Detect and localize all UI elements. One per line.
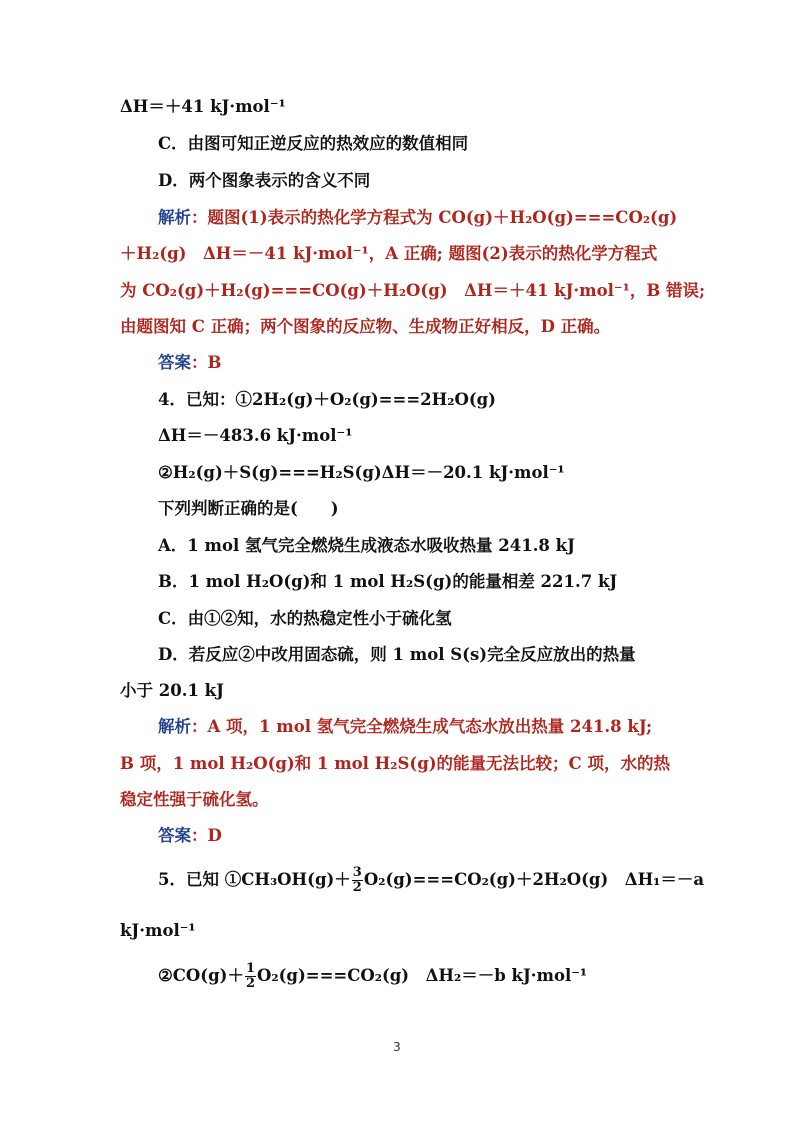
answer-label: 答案 — [158, 353, 191, 372]
fraction-numerator: 1 — [245, 961, 255, 976]
analysis-line: ＋H₂(g) ΔH＝－41 kJ·mol⁻¹，A 正确; 题图(2)表示的热化学方程式 — [120, 244, 658, 263]
fraction-denominator: 2 — [352, 880, 362, 895]
analysis-label: 解析 — [158, 717, 191, 736]
answer-text: ：B — [191, 353, 222, 372]
fraction-denominator: 2 — [245, 976, 255, 991]
question-4: 4．已知：①2H₂(g)＋O₂(g)===2H₂O(g) — [158, 390, 496, 409]
answer-line — [158, 825, 718, 847]
analysis-line: B 项，1 mol H₂O(g)和 1 mol H₂S(g)的能量无法比较；C 项，水的热 — [120, 754, 670, 773]
fraction-numerator: 3 — [352, 865, 362, 880]
question-5 — [158, 866, 718, 895]
analysis-line — [158, 716, 718, 738]
eq-part: O₂(g)===CO₂(g) ΔH₂＝－b kJ·mol⁻¹ — [257, 966, 588, 985]
eq-part: ②CO(g)＋ — [158, 966, 244, 985]
fraction — [352, 866, 363, 895]
analysis-line: 为 CO₂(g)＋H₂(g)===CO(g)＋H₂O(g) ΔH＝＋41 kJ·mol⁻¹，B 错误; — [120, 281, 706, 300]
eq-part: O₂(g)===CO₂(g)＋2H₂O(g) ΔH₁＝－a — [363, 870, 705, 889]
answer-line — [158, 352, 718, 374]
text-line: ΔH＝＋41 kJ·mol⁻¹ — [120, 97, 286, 116]
option-c: C．由图可知正逆反应的热效应的数值相同 — [158, 134, 469, 153]
equation-line — [158, 962, 718, 991]
option-c: C．由①②知，水的热稳定性小于硫化氢 — [158, 609, 452, 628]
option-b: B．1 mol H₂O(g)和 1 mol H₂S(g)的能量相差 221.7 kJ — [158, 572, 618, 591]
question-prompt: 下列判断正确的是( ) — [158, 499, 339, 518]
equation-line: kJ·mol⁻¹ — [120, 921, 196, 940]
analysis-line: 由题图知 C 正确；两个图象的反应物、生成物正好相反，D 正确。 — [120, 317, 611, 336]
answer-text: ：D — [191, 826, 222, 845]
option-a: A．1 mol 氢气完全燃烧生成液态水吸收热量 241.8 kJ — [158, 536, 575, 555]
page-number: 3 — [393, 1040, 401, 1054]
analysis-label: 解析 — [158, 208, 191, 227]
option-d-cont: 小于 20.1 kJ — [120, 681, 224, 700]
analysis-line: 稳定性强于硫化氢。 — [120, 790, 269, 809]
analysis-line — [158, 207, 718, 229]
analysis-text: ：题图(1)表示的热化学方程式为 CO(g)＋H₂O(g)===CO₂(g) — [191, 208, 678, 227]
equation-line: ΔH＝－483.6 kJ·mol⁻¹ — [158, 426, 353, 445]
eq-part: 5．已知 ①CH₃OH(g)＋ — [158, 870, 351, 889]
equation-line: ②H₂(g)＋S(g)===H₂S(g)ΔH＝－20.1 kJ·mol⁻¹ — [158, 463, 565, 482]
analysis-text: ：A 项，1 mol 氢气完全燃烧生成气态水放出热量 241.8 kJ; — [191, 717, 653, 736]
fraction — [245, 962, 256, 991]
option-d: D．两个图象表示的含义不同 — [158, 171, 371, 190]
answer-label: 答案 — [158, 826, 191, 845]
option-d: D．若反应②中改用固态硫，则 1 mol S(s)完全反应放出的热量 — [158, 645, 636, 664]
